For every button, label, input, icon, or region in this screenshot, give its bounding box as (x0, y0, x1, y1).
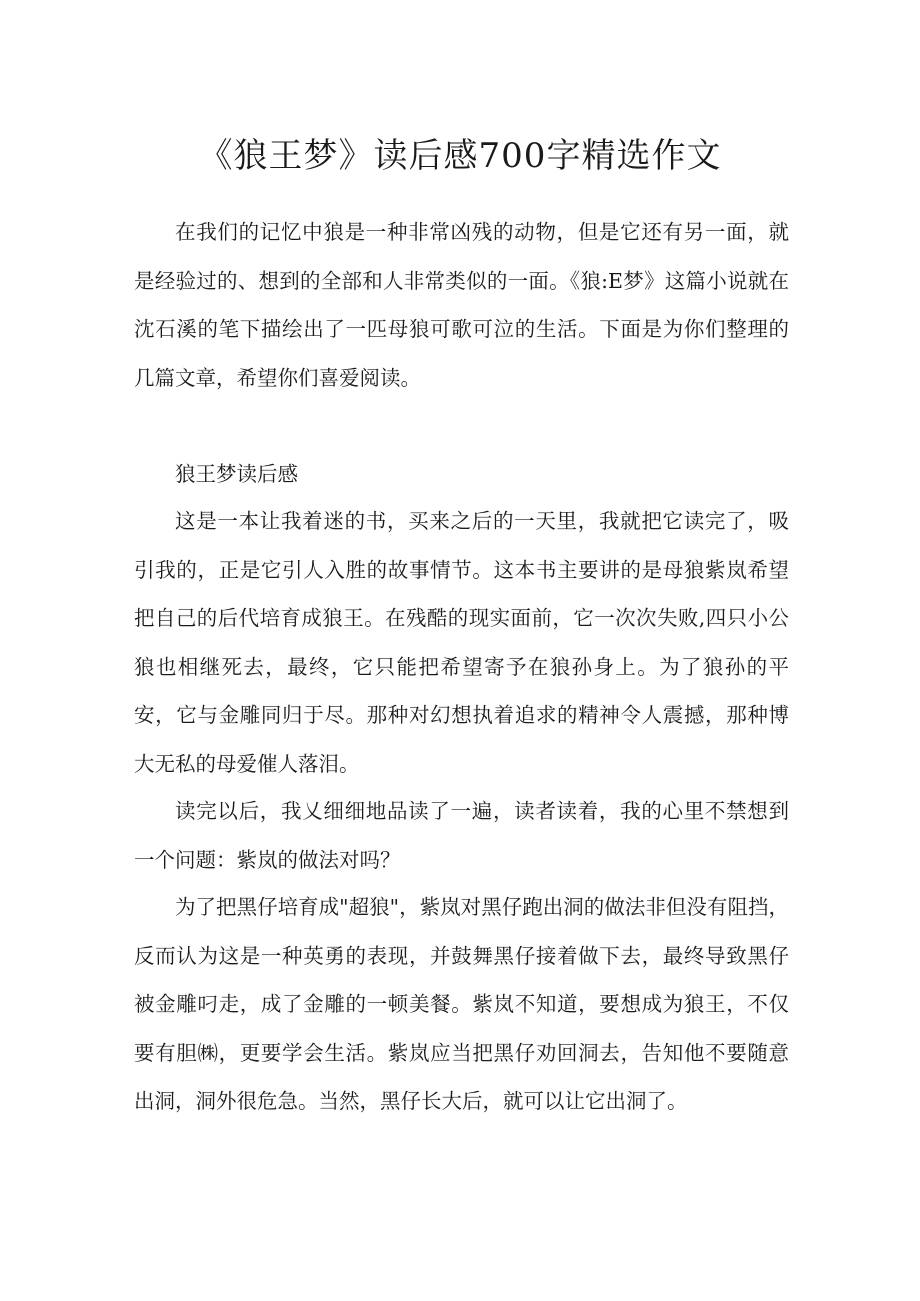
body-paragraph-2: 读完以后，我乂细细地品读了一遍，读者读着，我的心里不禁想到一个问题：紫岚的做法对吗？ (134, 799, 789, 872)
body-paragraph-1: 这是一本让我着迷的书，买来之后的一天里，我就把它读完了，吸引我的，正是它引人入胜的故事情节。这本书主要讲的是母狼紫岚希望把自己的后代培育成狼王。在残酷的现实面前，它一次次失败,四只小公狼也相继死去，最终，它只能把希望寄予在狼孙身上。为了狼孙的平安，它与金雕同归于尽。那种对幻想执着追求的精神令人震撼，那种博大无私的母爱催人落泪。 (134, 509, 789, 776)
body-paragraph-3: 为了把黑仔培育成"超狼"，紫岚对黑仔跑出洞的做法非但没有阻挡，反而认为这是一种英勇的表现，并鼓舞黑仔接着做下去，最终导致黑仔被金雕叼走，成了金雕的一顿美餐。紫岚不知道，要想成为狼王，不仅要有胆㈱，更要学会生活。紫岚应当把黑仔劝回洞去，告知他不要随意出洞，洞外很危急。当然，黑仔长大后，就可以让它出洞了。 (134, 895, 789, 1113)
document-title: 《狼王梦》读后感700字精选作文 (198, 136, 722, 176)
intro-paragraph: 在我们的记忆中狼是一种非常凶残的动物，但是它还有另一面，就是经验过的、想到的全部和人非常类似的一面。《狼:E梦》这篇小说就在沈石溪的笔下描绘出了一匹母狼可歌可泣的生活。下面是为你们整理的几篇文章，希望你们喜爱阅读。 (134, 220, 789, 390)
section-title: 狼王梦读后感 (175, 462, 298, 486)
